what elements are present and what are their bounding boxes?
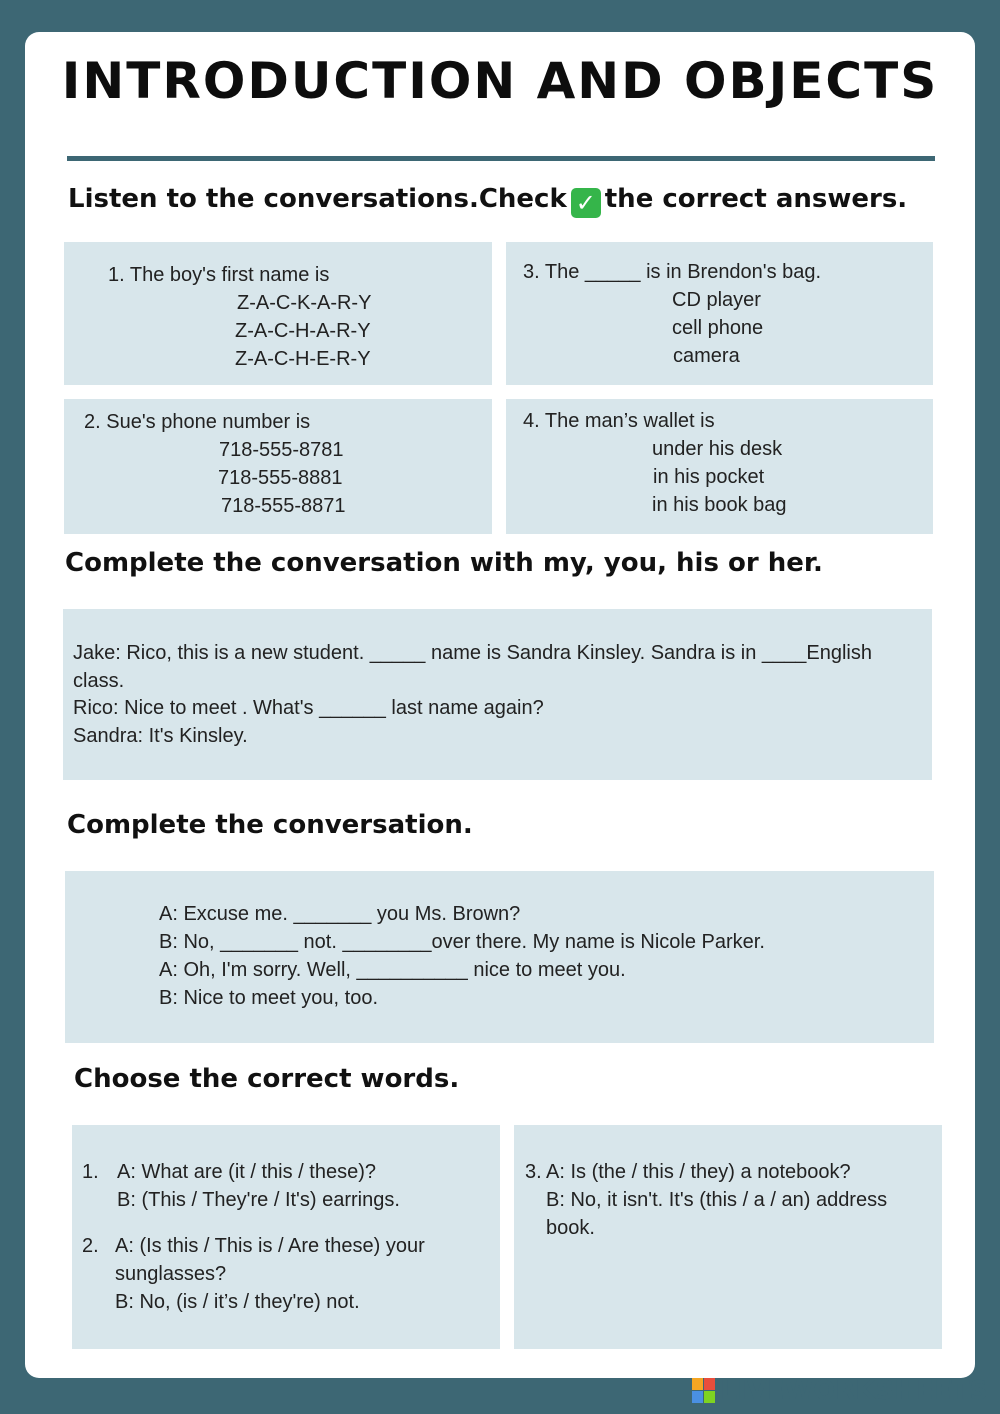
item3-line-a: A: Is (the / this / they) a notebook? — [546, 1161, 851, 1183]
q3-prompt: 3. The _____ is in Brendon's bag. — [523, 261, 822, 283]
section3-heading: Complete the conversation. — [67, 810, 473, 840]
conversation1-line-1: Jake: Rico, this is a new student. _____ name is Sandra Kinsley. Sandra is in ____English class. — [73, 642, 872, 692]
q3-option-3[interactable]: camera — [673, 345, 740, 367]
q4-option-2[interactable]: in his pocket — [653, 466, 765, 488]
q4-option-3[interactable]: in his book bag — [652, 494, 787, 516]
item3-line-b: B: No, it isn't. It's (this / a / an) address book. — [546, 1189, 888, 1239]
liveworksheets-logo-icon — [692, 1378, 716, 1404]
q2-option-3[interactable]: 718-555-8871 — [221, 495, 346, 517]
item1-line-b: B: (This / They're / It's) earrings. — [117, 1189, 400, 1211]
conversation2-line-4: B: Nice to meet you, too. — [159, 987, 378, 1009]
page-title: INTRODUCTION AND OBJECTS — [61, 52, 939, 110]
q2-option-2[interactable]: 718-555-8881 — [218, 467, 343, 489]
q4-option-1[interactable]: under his desk — [652, 438, 783, 460]
section1-heading-text: Listen to the conversations.Check — [68, 184, 567, 214]
q1-prompt: 1. The boy's first name is — [108, 264, 330, 286]
q2-prompt: 2. Sue's phone number is — [84, 411, 311, 433]
conversation1-line-2: Rico: Nice to meet . What's ______ last name again? — [73, 697, 544, 719]
item2-number: 2. — [82, 1235, 99, 1257]
q1-option-1[interactable]: Z-A-C-K-A-R-Y — [237, 292, 372, 314]
conversation2-line-3: A: Oh, I'm sorry. Well, __________ nice to meet you. — [159, 959, 626, 981]
item1-line-a: A: What are (it / this / these)? — [117, 1161, 376, 1183]
item2-line-a: A: (Is this / This is / Are these) your sunglasses? — [115, 1235, 425, 1285]
q1-option-3[interactable]: Z-A-C-H-E-R-Y — [235, 348, 371, 370]
q3-option-2[interactable]: cell phone — [672, 317, 764, 339]
item3-number: 3. — [525, 1161, 542, 1183]
footer-brand[interactable]: LIVEWORKSHEETS — [720, 1376, 988, 1406]
section4-heading: Choose the correct words. — [74, 1064, 460, 1094]
section1-heading — [68, 184, 907, 218]
item2-line-b: B: No, (is / it’s / they're) not. — [115, 1291, 360, 1313]
checkmark-icon: ✓ — [571, 188, 601, 218]
section1-heading-text-2: the correct answers. — [604, 184, 908, 214]
q1-option-2[interactable]: Z-A-C-H-A-R-Y — [235, 320, 371, 342]
conversation2-line-1: A: Excuse me. _______ you Ms. Brown? — [159, 903, 521, 925]
section2-heading: Complete the conversation with my, you, his or her. — [65, 548, 823, 578]
conversation1-line-3: Sandra: It's Kinsley. — [73, 725, 248, 747]
item1-number: 1. — [82, 1161, 99, 1183]
conversation2-line-2: B: No, _______ not. ________over there. My name is Nicole Parker. — [159, 931, 765, 953]
title-divider — [67, 156, 935, 161]
q4-prompt: 4. The man’s wallet is — [523, 410, 715, 432]
q2-option-1[interactable]: 718-555-8781 — [219, 439, 344, 461]
q3-option-1[interactable]: CD player — [672, 289, 761, 311]
